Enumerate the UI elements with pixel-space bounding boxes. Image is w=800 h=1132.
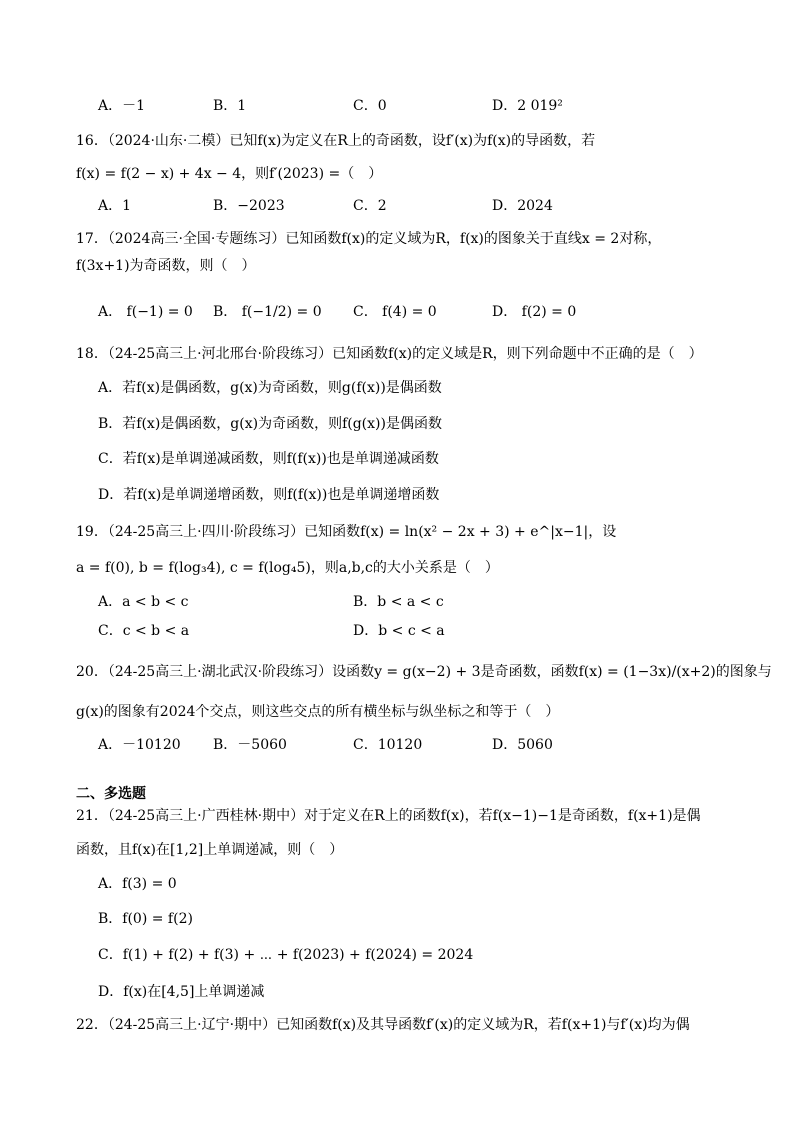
q18-option-c: C．若f(x)是单调递减函数，则f(f(x))也是单调递减函数 [98,451,439,467]
q21-stem-line1: 21．（24-25高三上·广西桂林·期中）对于定义在R上的函数f(x)，若f(x−1)−1是奇函数，f(x+1)是偶 [76,808,701,824]
q19-option-c: C．c < b < a [98,623,190,639]
q19-option-b: B．b < a < c [353,594,444,610]
q18-option-b: B．若f(x)是偶函数，g(x)为奇函数，则f(g(x))是偶函数 [98,416,442,432]
q16-stem-line1: 16．（2024·山东·二模）已知f(x)为定义在R上的奇函数，设f′(x)为f(x)的导函数，若 [76,133,596,149]
q19-stem-line1: 19．（24-25高三上·四川·阶段练习）已知函数f(x) = ln(x² − 2x + 3) + e^|x−1|，设 [76,524,617,540]
q19-option-d: D．b < c < a [353,623,445,639]
q15-option-d: D．2 019² [492,98,563,114]
q17-option-d: D． f(2) = 0 [492,304,577,320]
q15-option-b: B．1 [213,98,247,114]
q18-stem: 18．（24-25高三上·河北邢台·阶段练习）已知函数f(x)的定义域是R，则下列命题中不正确的是（ ） [76,346,703,362]
q16-option-c: C．2 [353,198,387,214]
q18-option-a: A．若f(x)是偶函数，g(x)为奇函数，则g(f(x))是偶函数 [98,380,442,396]
q16-stem-line2: f(x) = f(2 − x) + 4x − 4，则f′(2023) =（ ） [76,166,383,182]
q21-option-d: D．f(x)在[4,5]上单调递减 [98,984,265,1000]
q21-option-a: A．f(3) = 0 [98,876,177,892]
q19-option-a: A．a < b < c [98,594,189,610]
q22-stem-line1: 22．（24-25高三上·辽宁·期中）已知函数f(x)及其导函数f′(x)的定义域为R，若f(x+1)与f′(x)均为偶 [76,1017,690,1033]
q15-option-c: C．0 [353,98,387,114]
q21-option-c: C．f(1) + f(2) + f(3) + ⋯ + f(2023) + f(2024) = 2024 [98,947,474,963]
q20-option-b: B．－5060 [213,737,287,753]
q21-option-b: B．f(0) = f(2) [98,911,193,927]
q20-option-d: D．5060 [492,737,553,753]
q16-option-a: A．1 [98,198,132,214]
q20-stem-line1: 20．（24-25高三上·湖北武汉·阶段练习）设函数y = g(x−2) + 3是奇函数，函数f(x) = (1−3x)/(x+2)的图象与 [76,664,772,680]
q17-stem-line2: f(3x+1)为奇函数，则（ ） [76,258,256,274]
q17-option-a: A． f(−1) = 0 [98,304,193,320]
section-heading-multiple-choice: 二、多选题 [76,786,146,802]
q20-option-c: C．10120 [353,737,423,753]
q15-option-a: A．－1 [98,98,146,114]
q21-stem-line2: 函数，且f(x)在[1,2]上单调递减，则（ ） [76,842,344,858]
q17-option-c: C． f(4) = 0 [353,304,437,320]
q16-option-b: B．−2023 [213,198,285,214]
q20-stem-line2: g(x)的图象有2024个交点，则这些交点的所有横坐标与纵坐标之和等于（ ） [76,704,560,720]
q19-stem-line2: a = f(0), b = f(log₃4), c = f(log₄5)，则a,b,c的大小关系是（ ） [76,560,499,576]
q18-option-d: D．若f(x)是单调递增函数，则f(f(x))也是单调递增函数 [98,487,440,503]
q16-option-d: D．2024 [492,198,553,214]
q17-option-b: B． f(−1/2) = 0 [213,304,322,320]
q17-stem-line1: 17．（2024高三·全国·专题练习）已知函数f(x)的定义域为R，f(x)的图象关于直线x = 2对称， [76,231,662,247]
q20-option-a: A．－10120 [98,737,181,753]
